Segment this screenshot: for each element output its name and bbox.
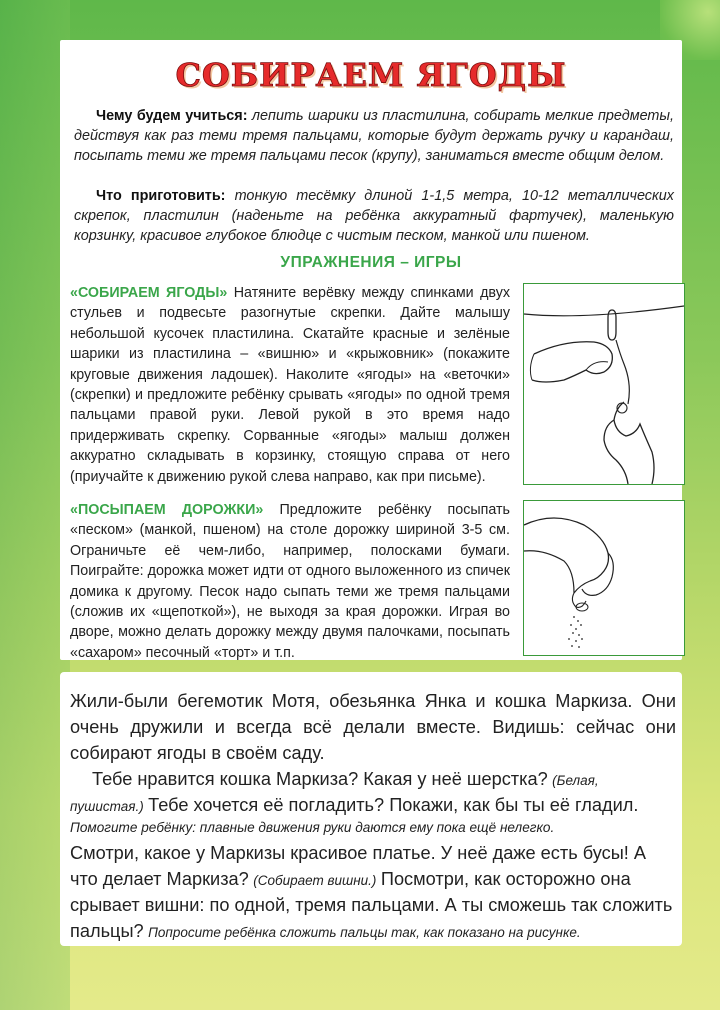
exercise-text: Предложите ребёнку посыпать «песком» (манкой, пшеном) на столе дорожку шириной 3-5 см. Ограничьте её чем-либо, например, полосками бумаги. Поиграйте: дорожка может идти от одного выложенного из спичек домика к другому. Песок надо сыпать теми же тремя пальцами (сложив их «щепоткой»), не выходя за края дорожки. Играя во дворе, можно делать дорожку между двумя палочками, посыпать «сахаром» песочный «торт» и т.п.	[70, 502, 510, 661]
story-parent-note: Попросите ребёнка сложить пальцы так, как показано на рисунке.	[148, 925, 581, 940]
picture-frame-berries	[523, 283, 685, 485]
story-text: Смотри, какое у Маркизы красивое платье. У неё даже есть бусы! А что делает Маркиза?	[70, 843, 647, 889]
story-paragraph-3	[70, 840, 676, 944]
exercise-name: «СОБИРАЕМ ЯГОДЫ»	[70, 285, 228, 301]
exercise-text: Натяните верёвку между спинками двух стульев и подвесьте разогнутые скрепки. Дайте малышу небольшой кусочек пластилина. Скатайте красные и зелёные шарики из пластилина – «вишню» и «крыжовник» (покажите круговые движения ладошек). Наколите «ягоды» на «веточки» (скрепки) и предложите ребёнку срывать «ягоды» по одной тремя пальцами правой руки. Левой рукой в это время надо придерживать скрепку. Сорванные «ягоды» малыш должен аккуратно складывать в корзинку, стоящую справа от него (приучайте к движению рукой слева направо, как при письме).	[70, 285, 510, 485]
story-parent-note: Помогите ребёнку: плавные движения руки даются ему пока ещё нелегко.	[70, 820, 555, 835]
story-question: Тебе хочется её погладить? Покажи, как бы ты её гладил.	[148, 795, 639, 815]
prep-text: тонкую тесёмку длиной 1-1,5 метра, 10-12 металлических скрепок, пластилин (наденьте на ребёнка аккуратный фартучек), маленькую корзинку, красивое глубокое блюдце с чистым песком, манкой или пшеном.	[74, 188, 674, 244]
prep-label: Что приготовить:	[96, 188, 226, 204]
hand-picking-berry-icon	[524, 284, 684, 484]
exercise-name: «ПОСЫПАЕМ ДОРОЖКИ»	[70, 502, 264, 518]
story-paragraph-2	[70, 766, 676, 818]
intro-goals	[74, 106, 674, 166]
story-text: Посмотри, как осторожно она срывает вишни: по одной, тремя пальцами. А ты сможешь так сложить пальцы?	[70, 869, 673, 941]
story-answer-note: (Собирает вишни.)	[253, 873, 377, 888]
story-question: Тебе нравится кошка Маркиза? Какая у неё шерстка?	[92, 769, 548, 789]
page-title: СОБИРАЕМ ЯГОДЫ	[175, 56, 567, 94]
story-paragraph-1	[70, 688, 676, 766]
picture-frame-sand	[523, 500, 685, 656]
exercise-collect-berries	[70, 283, 510, 487]
exercises-heading: УПРАЖНЕНИЯ – ИГРЫ	[280, 254, 462, 271]
exercise-sprinkle-paths	[70, 500, 510, 663]
story-text: Жили-были бегемотик Мотя, обезьянка Янка и кошка Маркиза. Они очень дружили и всегда всё делали вместе. Видишь: сейчас они собирают ягоды в своём саду.	[70, 691, 676, 763]
story-answer-note: (Белая, пушистая.)	[70, 773, 599, 814]
intro-preparation	[74, 186, 674, 246]
goals-text: лепить шарики из пластилина, собирать мелкие предметы, действуя как раз теми тремя пальцами, которые будут держать ручку и карандаш, посыпать теми же тремя пальцами песок (крупу), заниматься вместе общим делом.	[74, 108, 675, 164]
goals-label: Чему будем учиться:	[96, 108, 248, 124]
hand-sprinkling-sand-icon	[524, 501, 684, 655]
